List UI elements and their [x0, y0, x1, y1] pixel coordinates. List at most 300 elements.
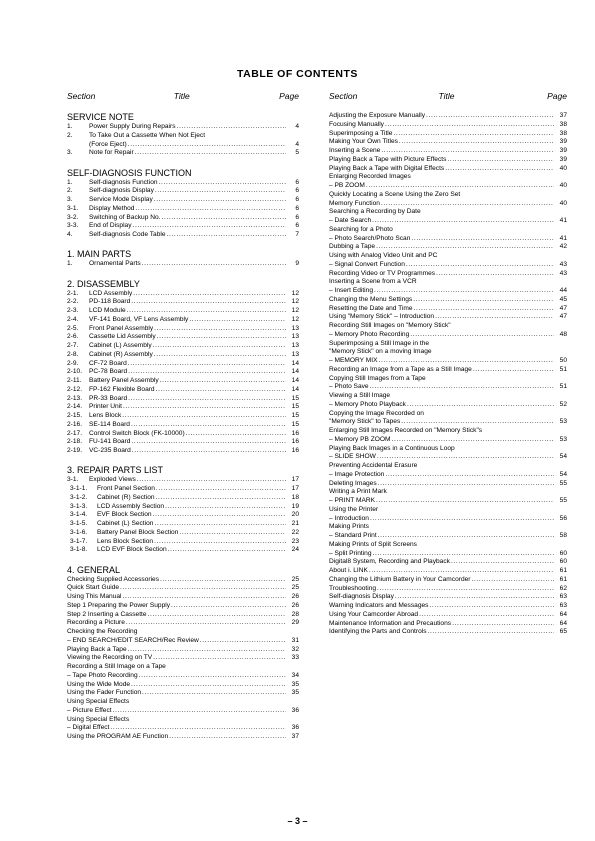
entry-page: 7	[295, 231, 299, 238]
entry-title: – PRINT MARK	[329, 497, 376, 504]
dot-leader	[426, 112, 554, 121]
toc-entry[interactable]	[329, 165, 567, 174]
entry-title: Lens Block	[89, 412, 122, 419]
entry-page: 29	[291, 619, 299, 627]
toc-entry[interactable]	[67, 368, 299, 377]
entry-page: 58	[559, 532, 567, 539]
entry-title: LCD Assembly Section	[97, 502, 165, 510]
toc-entry[interactable]	[329, 567, 567, 576]
toc-entry[interactable]	[329, 200, 567, 209]
toc-entry[interactable]	[67, 149, 299, 158]
entry-number: 3-1.	[67, 476, 79, 484]
section-heading: 1. MAIN PARTS	[67, 249, 132, 260]
toc-entry[interactable]	[67, 485, 299, 494]
entry-page: 53	[559, 435, 567, 443]
entry-page: 65	[559, 628, 567, 636]
toc-entry[interactable]	[67, 663, 299, 672]
toc-entry[interactable]	[329, 576, 567, 585]
dot-leader	[414, 305, 554, 314]
dot-leader	[471, 576, 554, 585]
toc-entry[interactable]	[329, 585, 567, 594]
entry-page: 52	[559, 400, 567, 408]
entry-title: Enlarging Recorded Images	[329, 173, 411, 181]
entry-title: Step 1 Preparing the Power Supply	[67, 601, 170, 609]
entry-page: 6	[295, 187, 299, 195]
toc-entry[interactable]	[329, 523, 567, 532]
dot-leader	[376, 243, 554, 252]
entry-page: 33	[291, 654, 299, 662]
entry-title: Copying Still Images from a Tape	[329, 374, 426, 382]
toc-entry[interactable]	[67, 179, 299, 188]
entry-title: Focusing Manually	[329, 120, 384, 128]
toc-entry[interactable]	[67, 290, 299, 299]
toc-entry[interactable]	[67, 689, 299, 698]
entry-page: 42	[559, 243, 567, 251]
toc-entry[interactable]	[329, 550, 567, 559]
dot-leader	[156, 485, 286, 494]
toc-entry[interactable]	[329, 121, 567, 130]
entry-number: 3-1-5.	[70, 520, 88, 527]
toc-entry[interactable]	[67, 438, 299, 447]
toc-entry[interactable]	[67, 476, 299, 485]
entry-page: 51	[559, 365, 567, 373]
entry-number: 2-9.	[67, 359, 79, 367]
toc-right-column	[329, 91, 567, 637]
dot-leader	[406, 261, 554, 270]
toc-entry[interactable]	[67, 546, 299, 555]
toc-entry[interactable]	[329, 348, 567, 357]
entry-page: 6	[295, 222, 299, 230]
entry-title: Troubleshooting	[329, 584, 377, 592]
entry-page: 13	[291, 342, 299, 349]
entry-number: 2-1.	[67, 289, 79, 297]
toc-entry[interactable]	[329, 331, 567, 340]
dot-leader	[165, 503, 286, 512]
toc-entry[interactable]	[329, 261, 567, 270]
toc-entry[interactable]	[67, 386, 299, 395]
toc-entry[interactable]	[329, 506, 567, 515]
entry-number: 3-1-1.	[70, 485, 88, 492]
entry-title: Maintenance Information and Precautions	[329, 619, 452, 627]
entry-number: 3-1-3.	[70, 502, 88, 510]
entry-title: Battery Panel Block Section	[97, 528, 179, 536]
dot-leader	[153, 654, 286, 663]
toc-entry[interactable]	[329, 620, 567, 629]
dot-leader	[377, 453, 554, 462]
entry-title: Using This Manual	[67, 593, 122, 600]
toc-entry[interactable]	[329, 628, 567, 637]
entry-title: Memory Function	[329, 199, 380, 207]
entry-page: 40	[559, 164, 567, 172]
dot-leader	[407, 401, 554, 410]
toc-entry[interactable]	[329, 532, 567, 541]
toc-entry[interactable]	[67, 646, 299, 655]
entry-title: Cabinet (R) Section	[97, 493, 155, 501]
toc-entry[interactable]	[329, 453, 567, 462]
toc-entry[interactable]	[67, 187, 299, 196]
toc-entry[interactable]	[67, 260, 299, 269]
dot-leader	[128, 141, 286, 150]
dot-leader	[131, 298, 286, 307]
entry-page: 51	[559, 383, 567, 391]
toc-entry[interactable]	[329, 602, 567, 611]
toc-entry[interactable]	[329, 436, 567, 445]
dot-leader	[385, 121, 554, 130]
dot-leader	[381, 147, 554, 156]
toc-left-list	[67, 112, 299, 742]
entry-title: Preventing Accidental Erasure	[329, 462, 418, 469]
dot-leader	[378, 532, 554, 541]
toc-entry[interactable]	[329, 252, 567, 261]
entry-title: – Introduction	[329, 514, 369, 522]
toc-entry[interactable]	[329, 322, 567, 331]
entry-page: 13	[291, 333, 299, 341]
toc-entry[interactable]	[67, 325, 299, 334]
entry-title: Checking the Recording	[67, 628, 138, 635]
dot-leader	[110, 724, 286, 733]
entry-title: Copying the Image Recorded on	[329, 409, 424, 417]
toc-entry[interactable]	[329, 130, 567, 139]
toc-entry[interactable]	[329, 445, 567, 454]
dot-leader	[451, 558, 554, 567]
entry-title: Lens Block Section	[97, 537, 154, 545]
toc-entry[interactable]	[329, 235, 567, 244]
toc-entry[interactable]	[67, 333, 299, 342]
entry-number: 2-7.	[67, 342, 79, 349]
entry-title: Front Panel Assembly	[89, 324, 154, 332]
entry-page: 12	[291, 315, 299, 323]
toc-entry[interactable]	[67, 628, 299, 637]
entry-page: 12	[291, 307, 299, 314]
entry-page: 20	[291, 511, 299, 519]
toc-right-list	[329, 112, 567, 637]
dot-leader	[376, 497, 554, 506]
toc-entry[interactable]	[329, 366, 567, 375]
entry-title: – Memory PB ZOOM	[329, 435, 391, 443]
entry-title: – END SEARCH/EDIT SEARCH/Rec Review	[67, 636, 199, 644]
toc-entry[interactable]	[67, 214, 299, 223]
dot-leader	[171, 602, 286, 611]
toc-entry[interactable]	[67, 298, 299, 307]
entry-title: Inserting a Scene from a VCR	[329, 278, 417, 286]
toc-entry[interactable]	[329, 357, 567, 366]
entry-page: 15	[291, 403, 299, 411]
entry-title: PD-118 Board	[89, 298, 131, 306]
dot-leader	[200, 637, 286, 646]
dot-leader	[157, 333, 286, 342]
toc-entry[interactable]	[67, 602, 299, 611]
entry-title: EVF Block Section	[97, 511, 152, 519]
entry-page: 37	[291, 733, 299, 740]
entry-page: 24	[291, 546, 299, 554]
dot-leader	[142, 260, 286, 269]
entry-title: Searching for a Photo	[329, 225, 393, 233]
toc-entry[interactable]	[67, 430, 299, 439]
toc-entry[interactable]	[329, 340, 567, 349]
entry-title: Cabinet (L) Assembly	[89, 342, 152, 349]
toc-entry[interactable]	[67, 724, 299, 733]
entry-page: 16	[291, 438, 299, 446]
entry-number: 2.	[67, 131, 73, 139]
toc-entry[interactable]	[67, 654, 299, 663]
entry-page: 43	[559, 269, 567, 277]
toc-entry[interactable]	[329, 410, 567, 419]
entry-page: 40	[559, 199, 567, 207]
toc-entry[interactable]	[67, 698, 299, 707]
entry-title: PC-78 Board	[89, 368, 128, 376]
toc-entry[interactable]	[329, 471, 567, 480]
toc-entry[interactable]	[67, 132, 299, 141]
toc-entry[interactable]	[329, 558, 567, 567]
dot-leader	[445, 165, 554, 174]
dot-leader	[148, 611, 286, 620]
entry-page: 28	[291, 610, 299, 618]
entry-title: Cassette Lid Assembly	[89, 333, 156, 341]
entry-title: Identifying the Parts and Controls	[329, 628, 427, 636]
toc-entry[interactable]	[329, 243, 567, 252]
dot-leader	[169, 733, 286, 742]
entry-title: Service Mode Display	[89, 196, 153, 203]
entry-title: Self-diagnosis Function	[89, 178, 158, 186]
toc-entry[interactable]	[67, 529, 299, 538]
entry-title: VF-141 Board, VF Lens Assembly	[89, 315, 189, 323]
entry-title: Ornamental Parts	[89, 260, 141, 268]
entry-title: Inserting a Scene	[329, 147, 381, 154]
toc-entry[interactable]	[329, 191, 567, 200]
toc-entry[interactable]	[67, 342, 299, 351]
entry-title: Dubbing a Tape	[329, 243, 376, 251]
entry-title: Battery Panel Assembly	[89, 377, 159, 384]
toc-entry[interactable]	[329, 226, 567, 235]
toc-entry[interactable]	[329, 112, 567, 121]
entry-title: FP-162 Flexible Board	[89, 385, 155, 393]
header-section: Section	[67, 91, 96, 101]
dot-leader	[154, 538, 286, 547]
spacer	[67, 240, 299, 250]
toc-entry[interactable]	[329, 305, 567, 314]
dot-leader	[378, 480, 554, 489]
toc-entry[interactable]	[329, 208, 567, 217]
dot-leader	[370, 515, 554, 524]
toc-entry[interactable]	[67, 593, 299, 602]
dot-leader	[153, 342, 286, 351]
entry-title: Using Special Effects	[67, 698, 130, 705]
toc-entry[interactable]	[329, 182, 567, 191]
entry-number: 3-1-2.	[70, 493, 88, 501]
entry-page: 47	[559, 304, 567, 312]
toc-entry[interactable]	[67, 360, 299, 369]
toc-entry[interactable]	[329, 427, 567, 436]
entry-page: 55	[559, 479, 567, 487]
entry-title: (Force Eject)	[89, 140, 127, 148]
toc-entry[interactable]	[67, 584, 299, 593]
toc-entry[interactable]	[67, 205, 299, 214]
entry-number: 3-3.	[67, 222, 79, 230]
entry-number: 2-3.	[67, 307, 79, 314]
entry-page: 26	[291, 601, 299, 609]
toc-entry[interactable]	[329, 173, 567, 182]
dot-leader	[410, 331, 554, 340]
entry-page: 18	[291, 493, 299, 501]
toc-entry[interactable]	[67, 447, 299, 456]
toc-entry[interactable]	[67, 412, 299, 421]
entry-page: 13	[291, 324, 299, 332]
entry-title: Exploded Views	[89, 476, 136, 484]
entry-page: 4	[295, 140, 299, 148]
entry-title: Recording a Still Image on a Tape	[67, 663, 166, 670]
toc-entry[interactable]	[67, 222, 299, 231]
entry-page: 35	[291, 680, 299, 688]
toc-entry[interactable]	[329, 287, 567, 296]
entry-number: 1.	[67, 260, 73, 268]
toc-entry[interactable]	[67, 672, 299, 681]
dot-leader	[377, 585, 554, 594]
entry-page: 15	[291, 394, 299, 402]
toc-entry[interactable]	[67, 377, 299, 386]
toc-entry[interactable]	[67, 576, 299, 585]
entry-page: 63	[559, 593, 567, 601]
entry-page: 6	[295, 213, 299, 221]
toc-entry[interactable]	[67, 619, 299, 628]
entry-title: PR-33 Board	[89, 394, 128, 402]
entry-title: LCD EVF Block Section	[97, 546, 167, 554]
toc-entry[interactable]	[329, 401, 567, 410]
toc-entry[interactable]	[67, 707, 299, 716]
entry-title: Control Switch Block (FK-10000)	[89, 429, 185, 437]
section-heading: SELF-DIAGNOSIS FUNCTION	[67, 167, 192, 178]
header-page: Page	[547, 91, 567, 101]
entry-page: 12	[291, 289, 299, 297]
dot-leader	[128, 646, 286, 655]
dot-leader	[135, 205, 286, 214]
toc-entry[interactable]	[329, 313, 567, 322]
toc-entry[interactable]	[67, 123, 299, 132]
entry-page: 22	[291, 528, 299, 536]
toc-entry[interactable]	[329, 270, 567, 279]
dot-leader	[128, 368, 286, 377]
entry-title: Recording an Image from a Tape as a Still Image	[329, 365, 472, 373]
toc-entry[interactable]	[67, 403, 299, 412]
entry-number: 2-10.	[67, 368, 83, 376]
toc-entry[interactable]	[67, 538, 299, 547]
entry-title: Note for Repair	[89, 149, 134, 157]
entry-title: Viewing a Still Image	[329, 392, 391, 399]
toc-entry[interactable]	[329, 541, 567, 550]
toc-entry[interactable]	[329, 375, 567, 384]
toc-entry[interactable]	[67, 611, 299, 620]
entry-page: 40	[559, 182, 567, 189]
dot-leader	[373, 550, 554, 559]
entry-title: – Photo Search/Photo Scan	[329, 234, 411, 242]
toc-entry[interactable]	[67, 421, 299, 430]
dot-leader	[122, 412, 286, 421]
toc-entry[interactable]	[329, 593, 567, 602]
entry-page: 26	[291, 593, 299, 600]
entry-number: 1.	[67, 178, 73, 186]
toc-entry[interactable]	[67, 681, 299, 690]
dot-leader	[156, 494, 286, 503]
toc-entry[interactable]	[329, 383, 567, 392]
dot-leader	[473, 366, 554, 375]
toc-entry[interactable]	[329, 156, 567, 165]
entry-title: Writing a Print Mark	[329, 488, 387, 496]
toc-entry[interactable]	[67, 316, 299, 325]
entry-page: 44	[559, 287, 567, 294]
entry-title: – Date Search	[329, 217, 372, 224]
toc-entry[interactable]	[329, 138, 567, 147]
toc-entry[interactable]	[329, 217, 567, 226]
dot-leader	[131, 421, 286, 430]
entry-page: 45	[559, 295, 567, 303]
toc-entry[interactable]	[329, 418, 567, 427]
entry-title: Superimposing a Title	[329, 129, 393, 137]
entry-page: 39	[559, 155, 567, 163]
entry-page: 15	[291, 420, 299, 428]
dot-leader	[113, 707, 286, 716]
entry-title: "Memory Stick" to Tapes	[329, 418, 401, 426]
entry-page: 19	[291, 502, 299, 510]
entry-page: 48	[559, 330, 567, 338]
toc-entry[interactable]	[329, 147, 567, 156]
dot-leader	[393, 130, 554, 139]
toc-entry[interactable]	[67, 307, 299, 316]
toc-entry[interactable]	[329, 278, 567, 287]
toc-entry[interactable]	[67, 141, 299, 150]
toc-entry[interactable]	[67, 231, 299, 240]
toc-entry[interactable]	[329, 488, 567, 497]
entry-title: Adjusting the Exposure Manually	[329, 112, 426, 119]
dot-leader	[452, 620, 554, 629]
dot-leader	[160, 377, 286, 386]
toc-entry[interactable]	[329, 515, 567, 524]
toc-entry[interactable]	[67, 733, 299, 742]
toc-entry[interactable]	[329, 296, 567, 305]
dot-leader	[413, 296, 554, 305]
toc-entry[interactable]	[329, 462, 567, 471]
entry-page: 50	[559, 357, 567, 364]
toc-entry[interactable]	[67, 716, 299, 725]
toc-entry[interactable]	[67, 395, 299, 404]
dot-leader	[131, 438, 286, 447]
toc-entry[interactable]	[67, 511, 299, 520]
entry-page: 38	[559, 120, 567, 128]
dot-leader	[429, 602, 554, 611]
entry-number: 3-1-4.	[70, 511, 88, 519]
toc-entry[interactable]	[67, 351, 299, 360]
toc-entry[interactable]	[67, 520, 299, 529]
toc-entry[interactable]	[67, 637, 299, 646]
entry-title: Recording Still Images on "Memory Stick"	[329, 322, 451, 329]
page-number: – 3 –	[287, 816, 308, 826]
toc-entry[interactable]	[67, 494, 299, 503]
dot-leader	[154, 520, 286, 529]
entry-page: 41	[559, 217, 567, 224]
entry-number: 2-18.	[67, 438, 83, 446]
toc-entry[interactable]	[329, 480, 567, 489]
toc-entry[interactable]	[329, 611, 567, 620]
entry-page: 6	[295, 178, 299, 186]
toc-entry[interactable]	[67, 503, 299, 512]
dot-leader	[374, 287, 554, 296]
entry-page: 60	[559, 549, 567, 557]
toc-entry[interactable]	[67, 196, 299, 205]
entry-page: 54	[559, 453, 567, 461]
entry-title: Self-diagnosis Display	[329, 593, 394, 601]
dot-leader	[160, 576, 286, 585]
toc-entry[interactable]	[329, 392, 567, 401]
entry-title: To Take Out a Cassette When Not Eject	[89, 131, 206, 139]
toc-entry[interactable]	[329, 497, 567, 506]
